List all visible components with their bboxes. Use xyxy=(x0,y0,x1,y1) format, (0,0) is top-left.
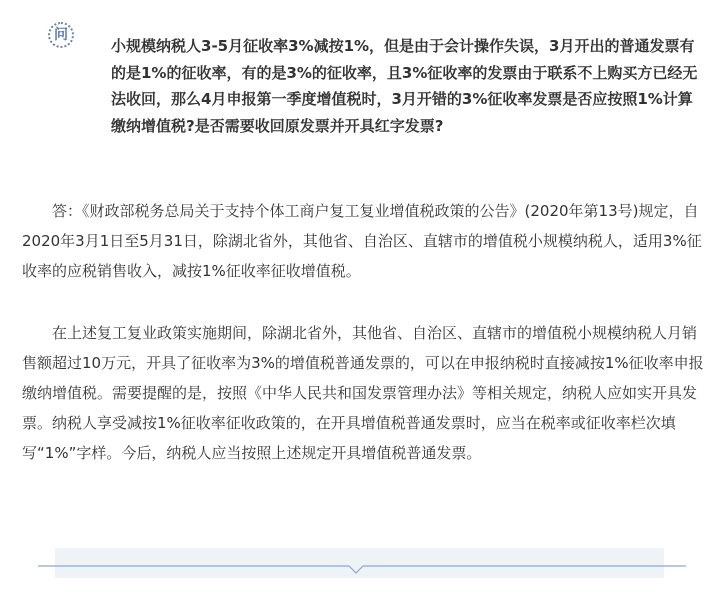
footer-panel xyxy=(55,548,664,578)
question-text: 小规模纳税人3-5月征收率3%减按1%，但是由于会计操作失误，3月开出的普通发票有的是1%的征收率，有的是3%的征收率，且3%征收率的发票由于联系不上购买方已经无法收回，那么4月申报第一季度增值税时，3月开错的3%征收率发票是否应按照1%计算缴纳增值税?是否需要收回原发票并开具红字发票? xyxy=(111,37,698,135)
question-icon-char: 问 xyxy=(54,27,68,43)
answer-paragraph-2: 在上述复工复业政策实施期间，除湖北省外，其他省、自治区、直辖市的增值税小规模纳税人月销售额超过10万元，开具了征收率为3%的增值税普通发票的，可以在申报纳税时直接减按1%征收率申报缴纳增值税。需要提醒的是，按照《中华人民共和国发票管理办法》等相关规定，纳税人应如实开具发票。纳税人享受减按1%征收率征收政策的，在开具增值税普通发票时，应当在税率或征收率栏次填写“1%”字样。今后，纳税人应当按照上述规定开具增值税普通发票。 xyxy=(22,324,704,462)
answer-paragraph-1: 答：《财政部税务总局关于支持个体工商户复工复业增值税政策的公告》(2020年第13号)规定，自2020年3月1日至5月31日，除湖北省外，其他省、自治区、直辖市的增值税小规模纳税人，适用3%征收率的应税销售收入，减按1%征收率征收增值税。 xyxy=(22,202,702,280)
question-icon xyxy=(48,22,74,48)
